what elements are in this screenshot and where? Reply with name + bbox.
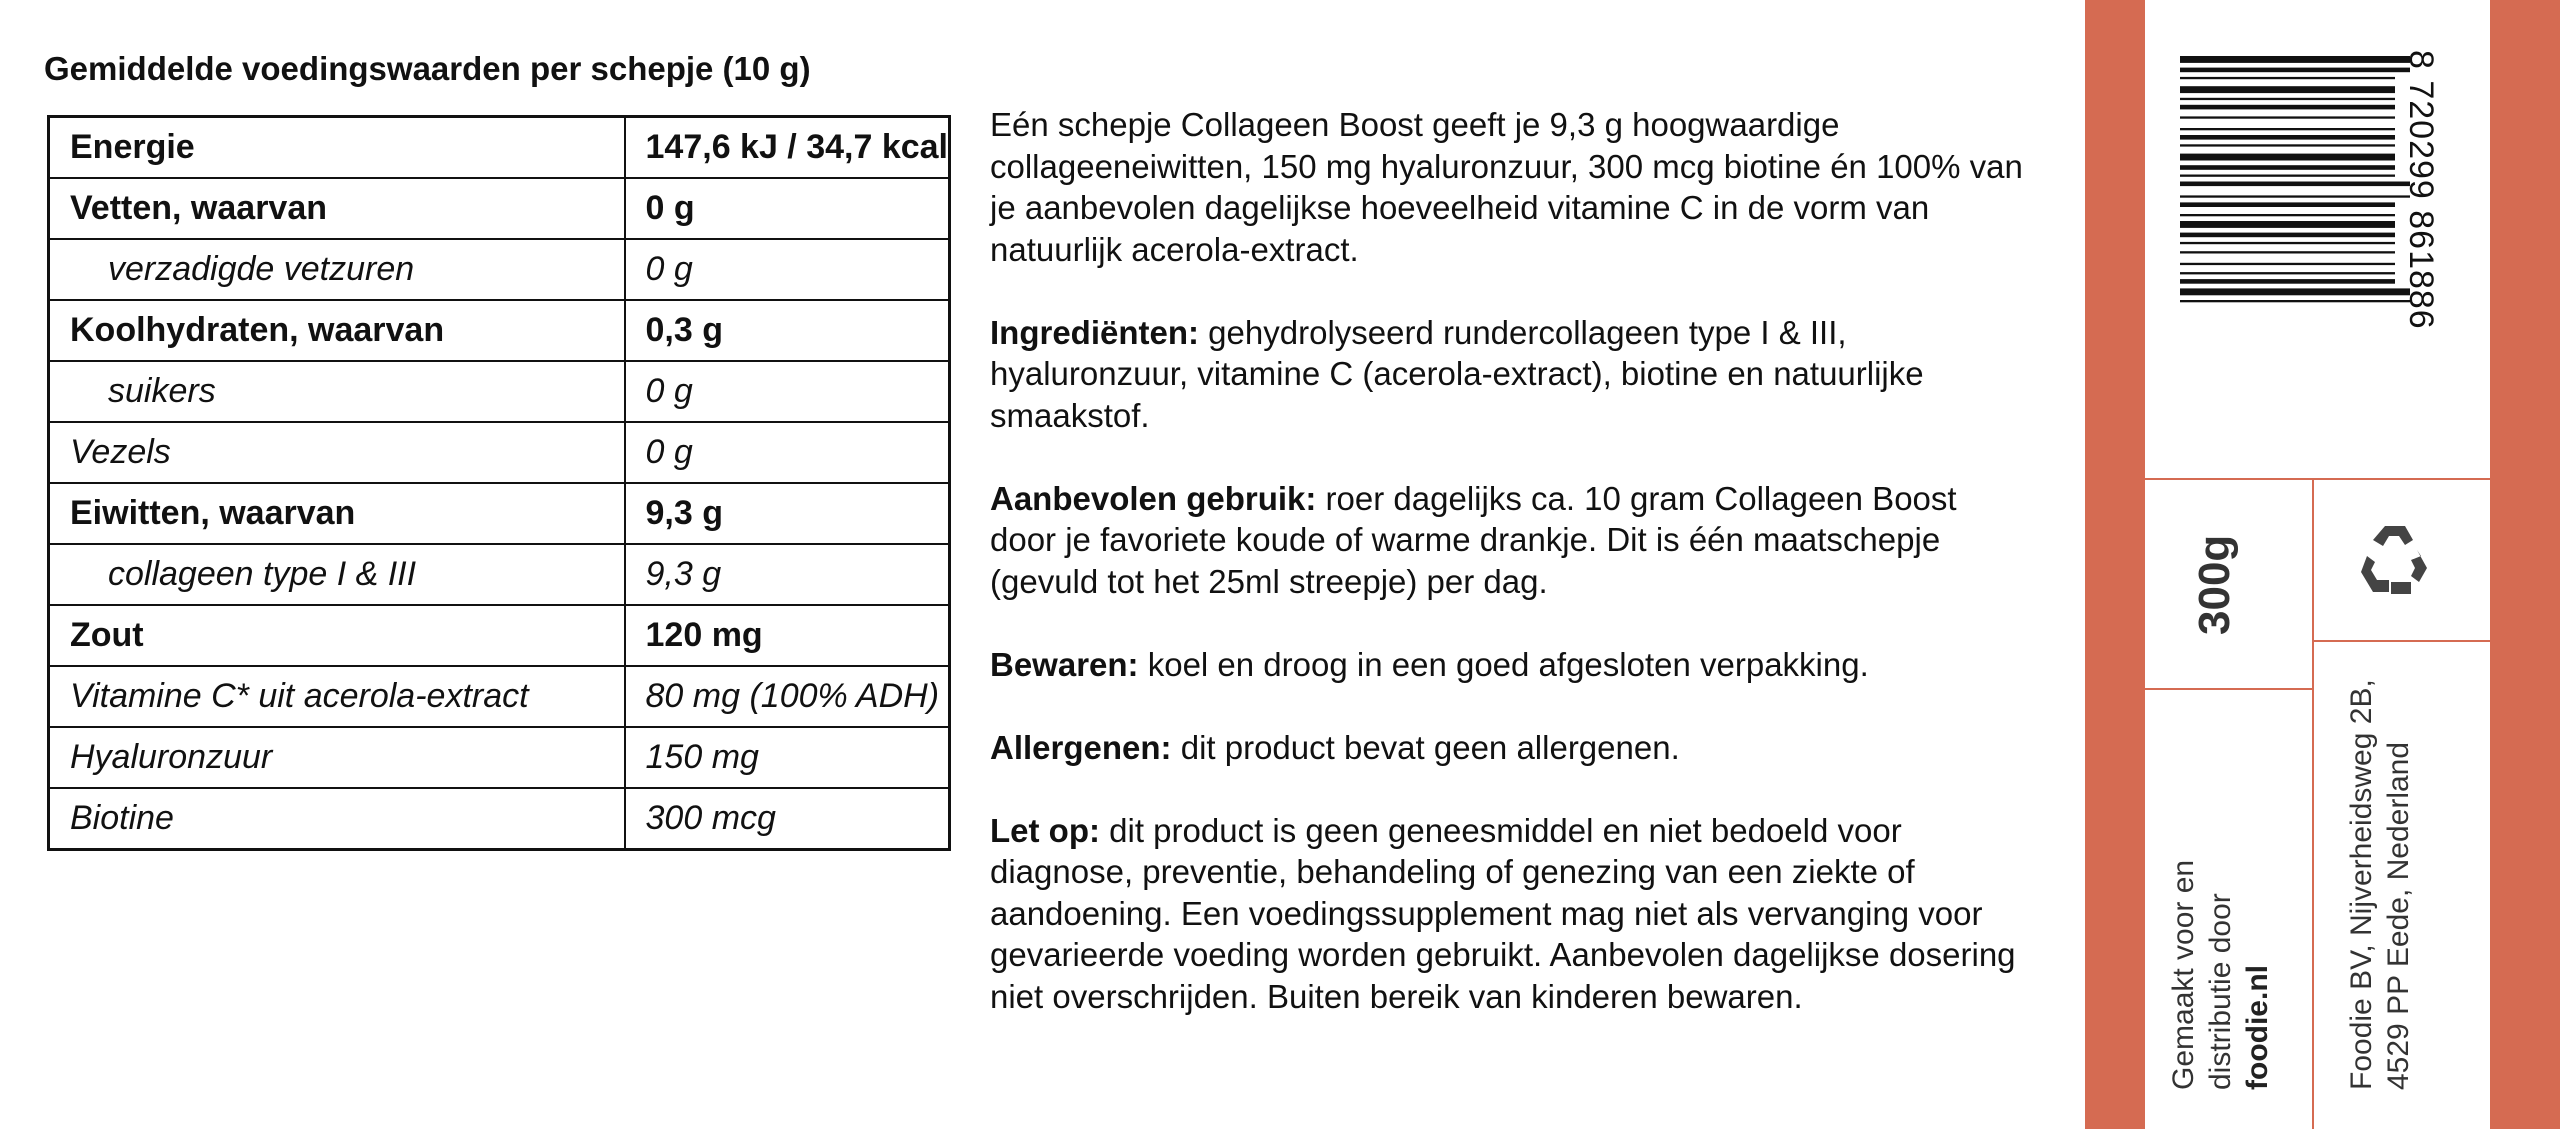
nutrient-value: 80 mg (100% ADH)	[625, 666, 950, 727]
table-row	[49, 117, 950, 179]
nutrient-label: Zout	[49, 605, 625, 666]
accent-stripe-right	[2490, 0, 2560, 1129]
nutrient-value: 0 g	[625, 361, 950, 422]
barcode	[2180, 50, 2410, 410]
table-row	[49, 239, 950, 300]
storage-paragraph	[990, 644, 2030, 686]
table-row	[49, 422, 950, 483]
nutrient-value: 300 mcg	[625, 788, 950, 850]
nutrient-label: suikers	[49, 361, 625, 422]
nutrient-value: 9,3 g	[625, 544, 950, 605]
table-row	[49, 605, 950, 666]
allergens-label: Allergenen:	[990, 728, 1172, 766]
allergens-text: dit product bevat geen allergenen.	[1171, 728, 1680, 766]
nutrition-table	[47, 115, 951, 851]
table-row	[49, 483, 950, 544]
note-text: dit product is geen geneesmiddel en niet bedoeld voor diagnose, preventie, behandeling of genezing van een ziekte of aandoening. Een voedingssupplement mag niet als vervanging voor gevarieerde voeding worden gebruikt. Aanbevolen dagelijkse dosering niet overschrijden. Buiten bereik van kinderen bewaren.	[990, 811, 2016, 1015]
table-row	[49, 361, 950, 422]
note-paragraph	[990, 810, 2030, 1018]
table-row	[49, 178, 950, 239]
nutrient-label: Biotine	[49, 788, 625, 850]
nutrient-label: Vitamine C* uit acerola-extract	[49, 666, 625, 727]
company-address	[2343, 660, 2433, 1090]
intro-text: Eén schepje Collageen Boost geeft je 9,3 g hoogwaardige collageeneiwitten, 150 mg hyaluronzuur, 300 mcg biotine én 100% van je aanbevolen dagelijkse hoeveelheid vitamine C in de vorm van natuurlijk acerola-extract.	[990, 106, 2023, 268]
ingredients-text: gehydrolyseerd rundercollageen type I & III, hyaluronzuur, vitamine C (acerola-extract), biotine en natuurlijke smaakstof.	[990, 313, 1924, 434]
nutrient-value: 9,3 g	[625, 483, 950, 544]
accent-stripe-left	[2085, 0, 2145, 1129]
usage-paragraph	[990, 478, 2030, 603]
maker-brand: foodie.nl	[2241, 965, 2274, 1090]
recycle-icon	[2355, 520, 2435, 600]
usage-text: roer dagelijks ca. 10 gram Collageen Boost door je favoriete koude of warme drankje. Dit is één maatschepje (gevuld tot het 25ml streepje) per dag.	[990, 479, 1957, 600]
panel-divider	[2145, 478, 2490, 480]
table-row	[49, 788, 950, 850]
storage-text: koel en droog in een goed afgesloten verpakking.	[1138, 645, 1869, 683]
address-line1: Foodie BV, Nijverheidsweg 2B,	[2345, 679, 2378, 1090]
table-row	[49, 666, 950, 727]
nutrient-value: 0 g	[625, 178, 950, 239]
nutrient-label: Eiwitten, waarvan	[49, 483, 625, 544]
nutrient-label: collageen type I & III	[49, 544, 625, 605]
nutrition-title: Gemiddelde voedingswaarden per schepje (10 g)	[44, 50, 811, 87]
ingredients-label: Ingrediënten:	[990, 313, 1200, 351]
nutrient-label: Vetten, waarvan	[49, 178, 625, 239]
address-line2: 4529 PP Eede, Nederland	[2382, 741, 2415, 1090]
panel-divider	[2145, 688, 2312, 690]
maker-line2: distributie door	[2204, 893, 2237, 1090]
nutrient-value: 0 g	[625, 422, 950, 483]
nutrient-label: Hyaluronzuur	[49, 727, 625, 788]
usage-label: Aanbevolen gebruik:	[990, 479, 1317, 517]
table-row	[49, 727, 950, 788]
maker-line1: Gemaakt voor en	[2167, 859, 2200, 1090]
nutrient-value: 147,6 kJ / 34,7 kcal	[625, 117, 950, 179]
table-row	[49, 544, 950, 605]
nutrient-label: Koolhydraten, waarvan	[49, 300, 625, 361]
table-row	[49, 300, 950, 361]
nutrient-value: 120 mg	[625, 605, 950, 666]
nutrient-value: 0,3 g	[625, 300, 950, 361]
barcode-number: 8 720299 861886	[2402, 50, 2440, 330]
panel-divider	[2314, 640, 2490, 642]
note-label: Let op:	[990, 811, 1100, 849]
maker-info	[2165, 840, 2295, 1090]
net-weight: 300g	[2190, 534, 2239, 636]
product-info	[990, 104, 2030, 1059]
nutrient-value: 150 mg	[625, 727, 950, 788]
allergens-paragraph	[990, 727, 2030, 769]
ingredients-paragraph	[990, 312, 2030, 437]
storage-label: Bewaren:	[990, 645, 1139, 683]
panel-divider	[2312, 478, 2314, 1129]
nutrient-label: Energie	[49, 117, 625, 179]
nutrient-label: verzadigde vetzuren	[49, 239, 625, 300]
nutrient-value: 0 g	[625, 239, 950, 300]
nutrient-label: Vezels	[49, 422, 625, 483]
